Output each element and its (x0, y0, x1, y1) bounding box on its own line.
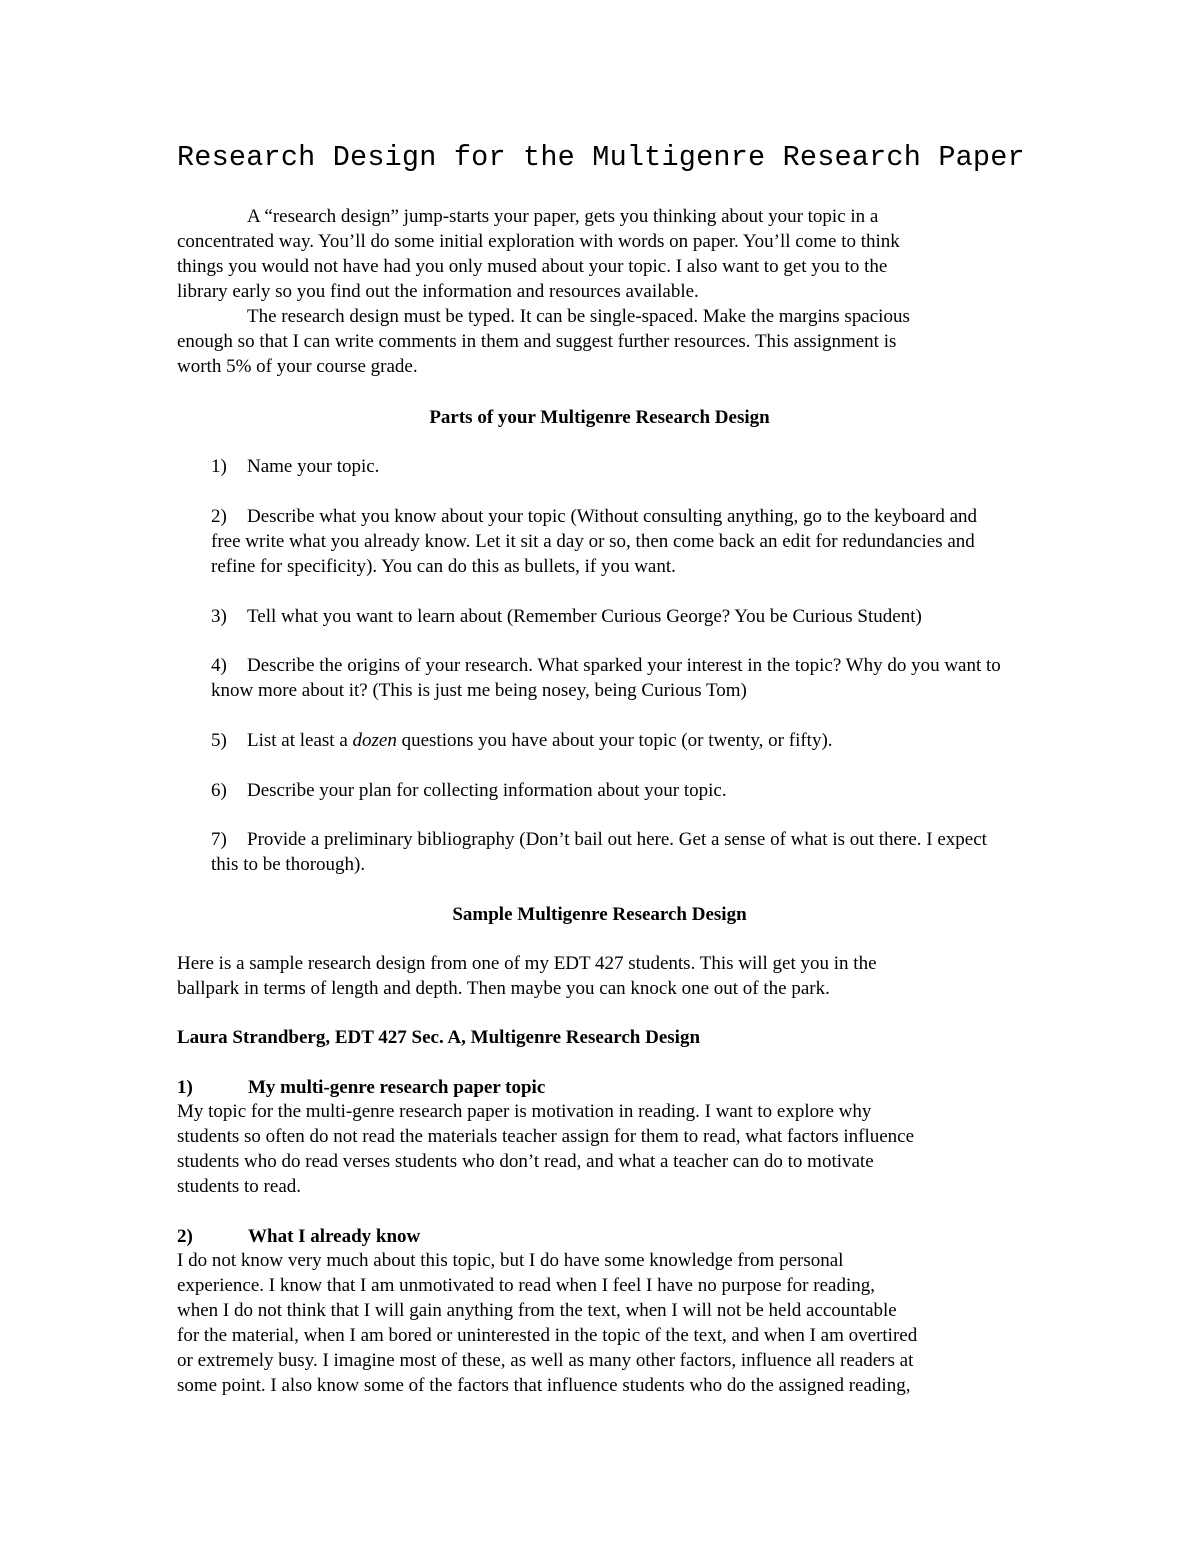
emphasis-text: dozen (352, 730, 397, 751)
text-line: A “research design” jump-starts your paper, gets you thinking about your topic in a (247, 206, 879, 227)
list-number: 1) (211, 456, 227, 477)
list-item (211, 728, 1131, 753)
section-heading (177, 1224, 420, 1249)
intro-paragraph-1 (177, 204, 1117, 304)
student-heading: Laura Strandberg, EDT 427 Sec. A, Multigenre Research Design (177, 1027, 701, 1048)
list-text: Describe your plan for collecting information about your topic. (247, 780, 727, 801)
list-item (211, 454, 1131, 479)
section-body (177, 1099, 1117, 1199)
intro-paragraph-2 (177, 304, 1117, 379)
list-item (211, 778, 1131, 803)
section-body (177, 1248, 1117, 1398)
list-number: 6) (211, 780, 227, 801)
list-number: 7) (211, 829, 227, 850)
section-number: 2) (177, 1226, 193, 1247)
list-text: Describe what you know about your topic (Without consulting anything, go to the keyboard and (247, 506, 978, 527)
text-line: or extremely busy. I imagine most of these, as well as many other factors, influence all readers at (177, 1350, 914, 1371)
text-line: The research design must be typed. It can be single-spaced. Make the margins spacious (247, 306, 910, 327)
section-title: My multi-genre research paper topic (248, 1077, 546, 1098)
list-number: 3) (211, 606, 227, 627)
text-line: concentrated way. You’ll do some initial exploration with words on paper. You’ll come to think (177, 231, 900, 252)
list-item (211, 653, 1131, 703)
text-line: for the material, when I am bored or uninterested in the topic of the text, and when I am overtired (177, 1325, 918, 1346)
sample-heading: Sample Multigenre Research Design (452, 904, 747, 925)
list-item (211, 604, 1131, 629)
text-line: experience. I know that I am unmotivated to read when I feel I have no purpose for reading, (177, 1275, 875, 1296)
text-line: worth 5% of your course grade. (177, 356, 418, 377)
list-text: Name your topic. (247, 456, 380, 477)
sample-intro (177, 951, 1117, 1001)
text-line: ballpark in terms of length and depth. Then maybe you can knock one out of the park. (177, 978, 830, 999)
list-text: know more about it? (This is just me being nosey, being Curious Tom) (211, 680, 747, 701)
section-heading (177, 1075, 545, 1100)
list-text: Describe the origins of your research. What sparked your interest in the topic? Why do you want to (247, 655, 1001, 676)
list-text: refine for specificity). You can do this as bullets, if you want. (211, 556, 676, 577)
list-text: Tell what you want to learn about (Remember Curious George? You be Curious Student) (247, 606, 922, 627)
list-number: 2) (211, 506, 227, 527)
list-item (211, 504, 1131, 579)
page-title: Research Design for the Multigenre Research Paper (177, 141, 1025, 174)
text-line: I do not know very much about this topic, but I do have some knowledge from personal (177, 1250, 844, 1271)
text-line: enough so that I can write comments in them and suggest further resources. This assignment is (177, 331, 897, 352)
section-title: What I already know (248, 1226, 421, 1247)
list-text-pre: List at least a (247, 730, 353, 751)
list-item (211, 827, 1131, 877)
list-number: 5) (211, 730, 227, 751)
list-text: this to be thorough). (211, 854, 366, 875)
text-line: students so often do not read the materials teacher assign for them to read, what factors influence (177, 1126, 915, 1147)
list-text-post: questions you have about your topic (or twenty, or fifty). (396, 730, 833, 751)
parts-heading: Parts of your Multigenre Research Design (429, 407, 770, 428)
section-number: 1) (177, 1077, 193, 1098)
text-line: library early so you find out the information and resources available. (177, 281, 699, 302)
text-line: when I do not think that I will gain anything from the text, when I will not be held accountable (177, 1300, 897, 1321)
list-text: free write what you already know. Let it sit a day or so, then come back an edit for redundancies and (211, 531, 975, 552)
list-number: 4) (211, 655, 227, 676)
text-line: students who do read verses students who don’t read, and what a teacher can do to motivate (177, 1151, 874, 1172)
text-line: some point. I also know some of the factors that influence students who do the assigned reading, (177, 1375, 911, 1396)
text-line: My topic for the multi-genre research paper is motivation in reading. I want to explore why (177, 1101, 872, 1122)
list-text: Provide a preliminary bibliography (Don’t bail out here. Get a sense of what is out there. I expect (247, 829, 987, 850)
text-line: students to read. (177, 1176, 302, 1197)
text-line: things you would not have had you only mused about your topic. I also want to get you to the (177, 256, 888, 277)
text-line: Here is a sample research design from one of my EDT 427 students. This will get you in the (177, 953, 877, 974)
